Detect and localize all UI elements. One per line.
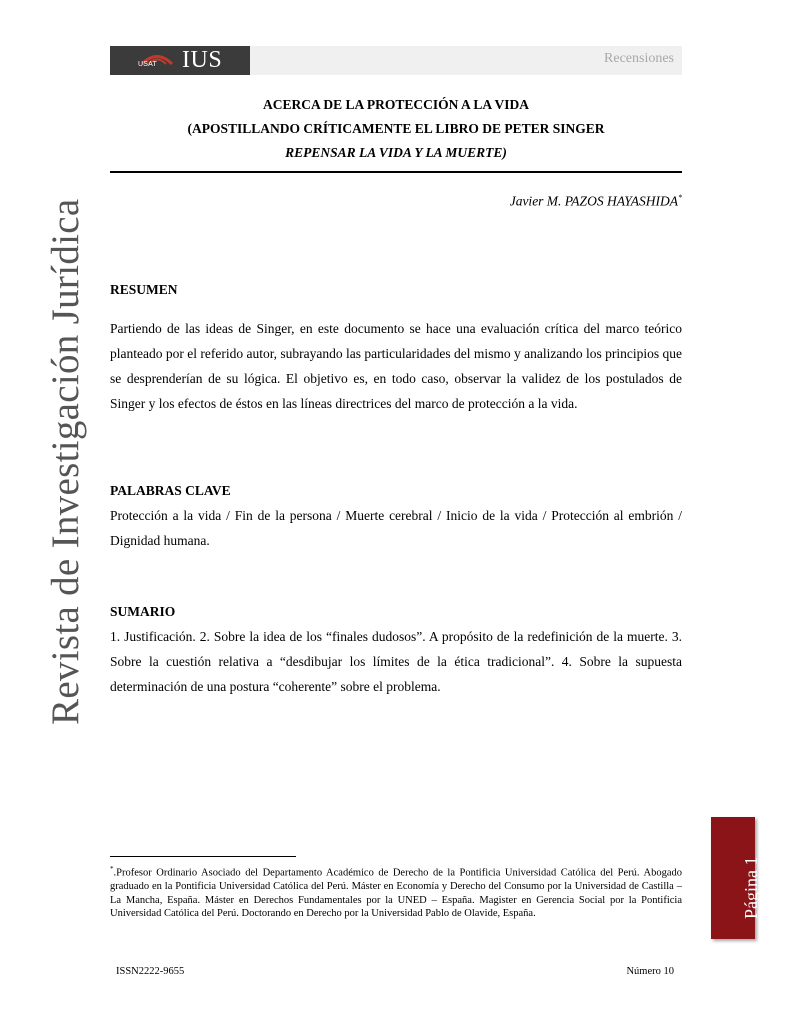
- resumen-heading: RESUMEN: [110, 282, 178, 297]
- article-title: [110, 93, 682, 165]
- side-journal-title: Revista de Investigación Jurídica: [44, 198, 87, 725]
- journal-logo: [110, 46, 250, 75]
- title-line-1: ACERCA DE LA PROTECCIÓN A LA VIDA: [262, 97, 530, 112]
- footnote: [110, 863, 682, 921]
- footer-issue-number: Número 10: [626, 966, 674, 977]
- author-name: Javier M. PAZOS HAYASHIDA: [509, 193, 678, 209]
- footer-issn: ISSN2222-9655: [116, 966, 185, 977]
- footnote-divider: [110, 856, 296, 857]
- title-line-2: (APOSTILLANDO CRÍTICAMENTE EL LIBRO DE PETER SINGER: [187, 121, 605, 136]
- page-number-tab: [711, 817, 761, 939]
- footnote-mark: *: [110, 865, 114, 873]
- resumen-text: Partiendo de las ideas de Singer, en este documento se hace una evaluación crítica del marco teórico planteado por el referido autor, subrayando las particularidades del mismo y analizando los principios que se desprenderían de su lógica. El objetivo es, en todo caso, observar la validez de los postulados de Singer y los efectos de éstos en las líneas directrices del marco de protección a la vida.: [110, 321, 682, 411]
- title-line-3: REPENSAR LA VIDA Y LA MUERTE): [285, 145, 507, 160]
- palabras-clave-heading: PALABRAS CLAVE: [110, 483, 231, 498]
- title-divider: [110, 171, 682, 173]
- author-footnote-mark: *: [678, 193, 682, 202]
- sumario-text: 1. Justificación. 2. Sobre la idea de los “finales dudosos”. A propósito de la redefinición de la muerte. 3. Sobre la cuestión relativa a “desdibujar los límites de la ética tradicional”. 4. Sobre la supuesta determinación de una postura “coherente” sobre el problema.: [110, 629, 682, 694]
- footnote-text: .Profesor Ordinario Asociado del Departamento Académico de Derecho de la Pontificia Universidad Católica del Perú. Abogado graduado en la Pontificia Universidad Católica del Perú. Máster en Economía y Derecho del Consumo por la Universidad de Castilla – La Mancha, España. Máster en Derechos Fundamentales por la UNED – España. Magister en Gerencia Social por la Pontificia Universidad Católica del Perú. Doctorando en Derecho por la Universidad Pablo de Olavide, España.: [110, 867, 682, 919]
- section-label: Recensiones: [604, 51, 674, 66]
- sumario-heading: SUMARIO: [110, 604, 176, 619]
- author-line: [510, 193, 682, 210]
- logo-text: IUS: [182, 47, 223, 73]
- palabras-clave-text: Protección a la vida / Fin de la persona / Muerte cerebral / Inicio de la vida / Protección al embrión / Dignidad humana.: [110, 508, 682, 548]
- page-number-label: Página 1: [741, 856, 761, 919]
- header-bar: [110, 46, 682, 75]
- logo-subtext: USAT: [138, 61, 157, 68]
